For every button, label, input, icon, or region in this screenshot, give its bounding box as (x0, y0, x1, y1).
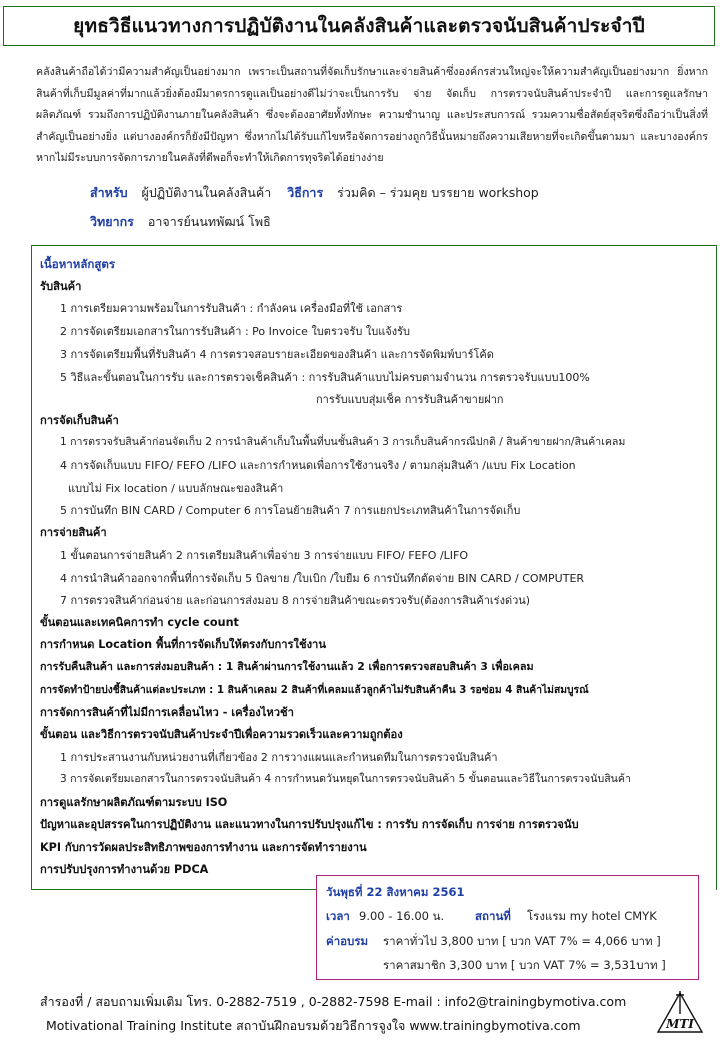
outline-line: ขั้นตอนและเทคนิคการทำ cycle count (40, 616, 239, 629)
outline-heading: เนื้อหาหลักสูตร (40, 257, 115, 271)
venue-label: สถานที่ (475, 909, 511, 923)
method-label: วิธีการ (287, 185, 324, 200)
meta-speaker (90, 212, 283, 232)
outline-line: การดูแลรักษาผลิตภัณฑ์ตามระบบ ISO (40, 796, 228, 809)
outline-line: 3 การจัดเตรียมพื้นที่รับสินค้า 4 การตรวจสอบรายละเอียดของสินค้า และการจัดพิมพ์บาร์โค้ด (60, 348, 494, 361)
outline-line: 1 ขั้นตอนการจ่ายสินค้า 2 การเตรียมสินค้าเพื่อจ่าย 3 การจ่ายแบบ FIFO/ FEFO /LIFO (60, 549, 469, 562)
outline-line: การรับคืนสินค้า และการส่งมอบสินค้า : 1 สินค้าผ่านการใช้งานแล้ว 2 เพื่อการตรวจสอบสินค้า 3 เพื่อเคลม (40, 660, 534, 673)
page-title: ยุทธวิธีแนวทางการปฏิบัติงานในคลังสินค้าและตรวจนับสินค้าประจำปี (73, 15, 645, 37)
outline-line: 4 การจัดเก็บแบบ FIFO/ FEFO /LIFO และการกำหนดเพื่อการใช้งานจริง / ตามกลุ่มสินค้า /แบบ Fix Location (60, 459, 576, 472)
outline-line: แบบไม่ Fix location / แบบลักษณะของสินค้า (68, 482, 284, 495)
outline-line: การรับแบบสุ่มเช็ค การรับสินค้าขายฝาก (316, 393, 504, 406)
outline-line: 7 การตรวจสินค้าก่อนจ่าย และก่อนการส่งมอบ 8 การจ่ายสินค้าขณะตรวจรับ(ต้องการสินค้าเร่งด่วน) (60, 594, 531, 607)
outline-line: ขั้นตอน และวิธีการตรวจนับสินค้าประจำปีเพื่อความรวดเร็วและความถูกต้อง (40, 728, 403, 741)
outline-line: 1 การเตรียมความพร้อมในการรับสินค้า : กำลังคน เครื่องมือที่ใช้ เอกสาร (60, 302, 403, 315)
for-label: สำหรับ (90, 185, 128, 200)
institute-line: Motivational Training Institute สถาบันฝึกอบรมด้วยวิธีการจูงใจ www.trainingbymotiva.com (46, 1018, 581, 1033)
outline-divider (31, 889, 316, 890)
mti-logo-icon (654, 990, 706, 1034)
schedule-date: วันพุธที่ 22 สิงหาคม 2561 (326, 885, 465, 899)
contact-line: สำรองที่ / สอบถามเพิ่มเติม โทร. 0-2882-7519 , 0-2882-7598 E-mail : info2@trainingbymotiva.com (40, 994, 627, 1009)
outline-line: 1 การประสานงานกับหน่วยงานที่เกี่ยวข้อง 2 การวางแผนและกำหนดทีมในการตรวจนับสินค้า (60, 751, 498, 764)
intro-paragraph: คลังสินค้าถือได้ว่ามีความสำคัญเป็นอย่างมาก เพราะเป็นสถานที่จัดเก็บรักษาและจ่ายสินค้าซึ่งองค์กรส่วนใหญ่จะให้ความสำคัญเป็นอย่างมาก ยิ่งหากสินค้าที่เก็บมีมูลค่าที่มากแล้วยิ่งต้องมีมาตรการดูแลเป็นอย่างดีไม่ว่าจะเป็นการรับ จ่าย จัดเก็บ การตรวจนับสินค้าประจำปี และการดูแลรักษาผลิตภัณฑ์ รวมถึงการปฏิบัติงานภายในคลังสินค้า ซึ่งจะต้องอาศัยทั้งทักษะ ความชำนาญ และประสบการณ์ รวมความซื่อสัตย์สุจริตซึ่งถือว่าเป็นสิ่งที่สำคัญเป็นอย่างยิ่ง แต่บางองค์กรก็ยังมีปัญหา ซึ่งหากไม่ได้รับแก้ไขหรือจัดการอย่างถูกวิธีนั้นหมายถึงความเสียหายที่จะเกิดขึ้นตามมา และบางองค์กรหากไม่มีระบบการจัดการภายในคลังที่ดีพอก็จะทำให้เกิดการทุจริตได้อย่างง่าย (36, 66, 708, 164)
method-value: ร่วมคิด – ร่วมคุย บรรยาย workshop (337, 185, 539, 200)
outline-line: การจ่ายสินค้า (40, 526, 107, 539)
title-box (3, 6, 715, 46)
outline-line: การจัดทำป้ายบ่งชี้สินค้าแต่ละประเภท : 1 สินค้าเคลม 2 สินค้าที่เคลมแล้วลูกค้าไม่รับสินค้าคืน 3 รอซ่อม 4 สินค้าไม่สมบูรณ์ (40, 684, 589, 696)
fee-label: ค่าอบรม (326, 934, 369, 948)
meta-audience-method (90, 183, 551, 203)
outline-line: 1 การตรวจรับสินค้าก่อนจัดเก็บ 2 การนำสินค้าเก็บในพื้นที่บนชั้นสินค้า 3 การเก็บสินค้ากรณีปกติ / สินค้าขายฝาก/สินค้าเคลม (60, 436, 626, 448)
outline-line: 3 การจัดเตรียมเอกสารในการตรวจนับสินค้า 4 การกำหนดวันหยุดในการตรวจนับสินค้า 5 ขั้นตอนและวิธีในการตรวจนับสินค้า (60, 773, 631, 785)
schedule-box (316, 875, 699, 980)
outline-line: KPI กับการวัดผลประสิทธิภาพของการทำงาน และการจัดทำรายงาน (40, 841, 367, 854)
fee-member: ราคาสมาชิก 3,300 บาท [ บวก VAT 7% = 3,531บาท ] (383, 958, 666, 972)
venue-value: โรงแรม my hotel CMYK (527, 909, 657, 923)
fee-general: ราคาทั่วไป 3,800 บาท [ บวก VAT 7% = 4,066 บาท ] (383, 934, 661, 948)
time-label: เวลา (326, 909, 350, 923)
speaker-value: อาจารย์นนทพัฒน์ โพธิ (147, 214, 271, 229)
outline-line: 4 การนำสินค้าออกจากพื้นที่การจัดเก็บ 5 บิลขาย /ใบเบิก /ใบยืม 6 การบันทึกตัดจ่าย BIN CARD / COMPUTER (60, 572, 585, 585)
speaker-label: วิทยากร (90, 214, 134, 229)
outline-line: 2 การจัดเตรียมเอกสารในการรับสินค้า : Po Invoice ใบตรวจรับ ใบแจ้งรับ (60, 325, 411, 338)
time-value: 9.00 - 16.00 น. (359, 909, 445, 923)
outline-line: รับสินค้า (40, 280, 82, 293)
outline-line: การจัดเก็บสินค้า (40, 414, 119, 427)
outline-line: การจัดการสินค้าที่ไม่มีการเคลื่อนไหว - เครื่องไหวช้า (40, 706, 294, 719)
outline-line: การปรับปรุงการทำงานด้วย PDCA (40, 863, 209, 876)
outline-line: 5 วิธีและขั้นตอนในการรับ และการตรวจเช็คสินค้า : การรับสินค้าแบบไม่ครบตามจำนวน การตรวจรับแบบ100% (60, 371, 590, 384)
outline-line: การกำหนด Location พื้นที่การจัดเก็บให้ตรงกับการใช้งาน (40, 638, 326, 651)
outline-line: 5 การบันทึก BIN CARD / Computer 6 การโอนย้ายสินค้า 7 การแยกประเภทสินค้าในการจัดเก็บ (60, 504, 521, 517)
outline-line: ปัญหาและอุปสรรคในการปฏิบัติงาน และแนวทางในการปรับปรุงแก้ไข : การรับ การจัดเก็บ การจ่าย การตรวจนับ (40, 818, 579, 831)
for-value: ผู้ปฏิบัติงานในคลังสินค้า (141, 185, 272, 200)
logo-text: MTI (666, 1017, 694, 1031)
